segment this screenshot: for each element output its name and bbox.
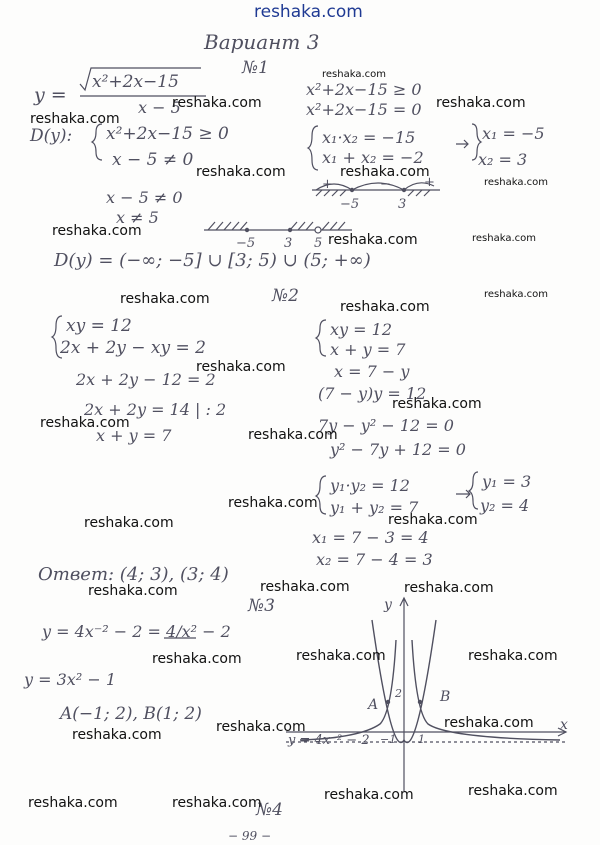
watermark[interactable]: reshaka.com bbox=[468, 783, 558, 799]
graph-tick-2: 2 bbox=[395, 687, 402, 700]
watermark[interactable]: reshaka.com bbox=[30, 111, 120, 127]
watermark[interactable]: reshaka.com bbox=[52, 223, 142, 239]
task2-right-line4: (7 − y)y = 12 bbox=[318, 384, 427, 403]
watermark[interactable]: reshaka.com bbox=[120, 291, 210, 307]
task1-sign-plus-right: + bbox=[424, 175, 435, 190]
brace-roots bbox=[472, 124, 481, 160]
task1-small-axis-label-m5: −5 bbox=[340, 197, 360, 212]
graph-point-a-label: A bbox=[368, 697, 379, 713]
watermark[interactable]: reshaka.com bbox=[248, 427, 338, 443]
task3-line3: A(−1; 2), B(1; 2) bbox=[60, 704, 202, 724]
watermark[interactable]: reshaka.com bbox=[328, 232, 418, 248]
task1-vieta-line2: x₁ + x₂ = −2 bbox=[322, 148, 424, 167]
watermark[interactable]: reshaka.com bbox=[28, 795, 118, 811]
task1-root1: x₁ = −5 bbox=[482, 124, 545, 143]
watermark[interactable]: reshaka.com bbox=[84, 515, 174, 531]
watermark[interactable]: reshaka.com bbox=[172, 95, 262, 111]
task1-sign-minus: − bbox=[380, 177, 391, 192]
watermark[interactable]: reshaka.com bbox=[468, 648, 558, 664]
task1-vieta-line1: x₁·x₂ = −15 bbox=[322, 128, 416, 147]
task2-right-line1: xy = 12 bbox=[330, 320, 392, 339]
watermark[interactable]: reshaka.com bbox=[296, 648, 386, 664]
task1-right-line1: x²+2x−15 ≥ 0 bbox=[306, 80, 422, 99]
point-a bbox=[386, 700, 390, 704]
task2-left-line5: x + y = 7 bbox=[96, 426, 172, 445]
task1-system-line2: x − 5 ≠ 0 bbox=[112, 150, 194, 170]
task4-number: №4 bbox=[256, 800, 283, 820]
task2-left-line4: 2x + 2y = 14 | : 2 bbox=[84, 400, 227, 419]
task1-system-line1: x²+2x−15 ≥ 0 bbox=[106, 124, 229, 144]
task2-right-line5: 7y − y² − 12 = 0 bbox=[318, 416, 454, 435]
brace-task2-right bbox=[316, 320, 326, 356]
arrow-roots bbox=[456, 140, 468, 148]
task1-root2: x₂ = 3 bbox=[478, 150, 528, 169]
arrow-task2-roots bbox=[456, 490, 470, 498]
task2-right-line11: x₁ = 7 − 3 = 4 bbox=[312, 528, 429, 547]
task2-right-line6: y² − 7y + 12 = 0 bbox=[330, 440, 466, 459]
point-3-small bbox=[402, 188, 406, 192]
watermark[interactable]: reshaka.com bbox=[484, 177, 548, 188]
brace-task2-roots bbox=[469, 472, 478, 509]
watermark[interactable]: reshaka.com bbox=[472, 233, 536, 244]
graph-tick-1: 1 bbox=[418, 733, 425, 746]
point-m5-big bbox=[245, 228, 249, 232]
task3-number: №3 bbox=[248, 596, 275, 616]
watermark[interactable]: reshaka.com bbox=[388, 512, 478, 528]
task2-right-line10: y₂ = 4 bbox=[480, 496, 530, 515]
sign-arc-3 bbox=[404, 183, 434, 190]
task2-left-line1: xy = 12 bbox=[66, 316, 132, 336]
watermark[interactable]: reshaka.com bbox=[444, 715, 534, 731]
watermark[interactable]: reshaka.com bbox=[72, 727, 162, 743]
task2-right-line12: x₂ = 7 − 4 = 3 bbox=[316, 550, 433, 569]
watermark[interactable]: reshaka.com bbox=[436, 95, 526, 111]
task2-right-line3: x = 7 − y bbox=[334, 362, 410, 381]
watermark[interactable]: reshaka.com bbox=[392, 396, 482, 412]
watermark[interactable]: reshaka.com bbox=[404, 580, 494, 596]
task1-sign-plus-left: + bbox=[322, 177, 333, 192]
graph-curve-label: y = 4x⁻² − 2 bbox=[288, 733, 370, 748]
task1-right-line2: x²+2x−15 = 0 bbox=[306, 100, 422, 119]
watermark[interactable]: reshaka.com bbox=[196, 164, 286, 180]
brace-vieta bbox=[308, 126, 318, 170]
graph-point-b-label: B bbox=[440, 689, 451, 705]
watermark[interactable]: reshaka.com bbox=[172, 795, 262, 811]
task1-small-axis-label-3: 3 bbox=[398, 197, 407, 212]
page-number: − 99 − bbox=[228, 829, 272, 843]
watermark[interactable]: reshaka.com bbox=[216, 719, 306, 735]
watermark[interactable]: reshaka.com bbox=[340, 299, 430, 315]
graph-axis-x-label: x bbox=[560, 717, 568, 733]
task2-right-line8: y₁ + y₂ = 7 bbox=[330, 498, 419, 517]
task2-right-line9: y₁ = 3 bbox=[482, 472, 532, 491]
watermark[interactable]: reshaka.com bbox=[88, 583, 178, 599]
task2-left-line2: 2x + 2y − xy = 2 bbox=[60, 338, 206, 358]
page-title: Вариант 3 bbox=[204, 30, 320, 54]
task3-line2: y = 3x² − 1 bbox=[24, 670, 116, 689]
task1-number: №1 bbox=[242, 58, 269, 78]
task1-condition1: x − 5 ≠ 0 bbox=[106, 188, 183, 207]
brace-domain bbox=[92, 124, 102, 160]
site-watermark-top[interactable]: reshaka.com bbox=[254, 2, 363, 22]
watermark[interactable]: reshaka.com bbox=[484, 289, 548, 300]
watermark[interactable]: reshaka.com bbox=[322, 69, 386, 80]
sqrt-sign bbox=[80, 68, 201, 90]
hatch-small bbox=[316, 190, 430, 196]
watermark[interactable]: reshaka.com bbox=[228, 495, 318, 511]
task1-domain-label: D(y): bbox=[30, 126, 73, 146]
task1-function-denominator: x − 5 bbox=[138, 98, 181, 117]
point-3-big bbox=[288, 228, 292, 232]
task1-answer: D(y) = (−∞; −5] ∪ [3; 5) ∪ (5; +∞) bbox=[54, 250, 371, 271]
watermark[interactable]: reshaka.com bbox=[40, 415, 130, 431]
task3-line1: y = 4x⁻² − 2 = 4/x² − 2 bbox=[42, 622, 231, 641]
point-b bbox=[418, 700, 422, 704]
task2-number: №2 bbox=[272, 286, 299, 306]
task1-big-axis-label-m5: −5 bbox=[236, 236, 256, 251]
graph-axis-y-label: y bbox=[384, 597, 392, 613]
task1-condition2: x ≠ 5 bbox=[116, 208, 159, 227]
task1-big-axis-label-5: 5 bbox=[314, 236, 323, 251]
task2-answer: Ответ: (4; 3), (3; 4) bbox=[38, 564, 229, 585]
task1-function-numerator: x²+2x−15 bbox=[92, 72, 179, 92]
task2-right-line2: x + y = 7 bbox=[330, 340, 406, 359]
watermark[interactable]: reshaka.com bbox=[196, 359, 286, 375]
task1-function-lhs: y = bbox=[34, 84, 67, 106]
sign-arc-2 bbox=[352, 183, 404, 190]
brace-task2-left bbox=[52, 316, 62, 358]
graph-tick-m1: −1 bbox=[380, 733, 397, 746]
task2-right-line7: y₁·y₂ = 12 bbox=[330, 476, 410, 495]
sign-arc-1 bbox=[316, 184, 352, 190]
watermark[interactable]: reshaka.com bbox=[152, 651, 242, 667]
point-m5-small bbox=[350, 188, 354, 192]
watermark[interactable]: reshaka.com bbox=[324, 787, 414, 803]
task2-left-line3: 2x + 2y − 12 = 2 bbox=[76, 370, 216, 389]
watermark[interactable]: reshaka.com bbox=[260, 579, 350, 595]
hatch-big-left bbox=[208, 222, 247, 230]
watermark[interactable]: reshaka.com bbox=[340, 164, 430, 180]
point-5-open bbox=[315, 227, 321, 233]
task1-big-axis-label-3: 3 bbox=[284, 236, 293, 251]
